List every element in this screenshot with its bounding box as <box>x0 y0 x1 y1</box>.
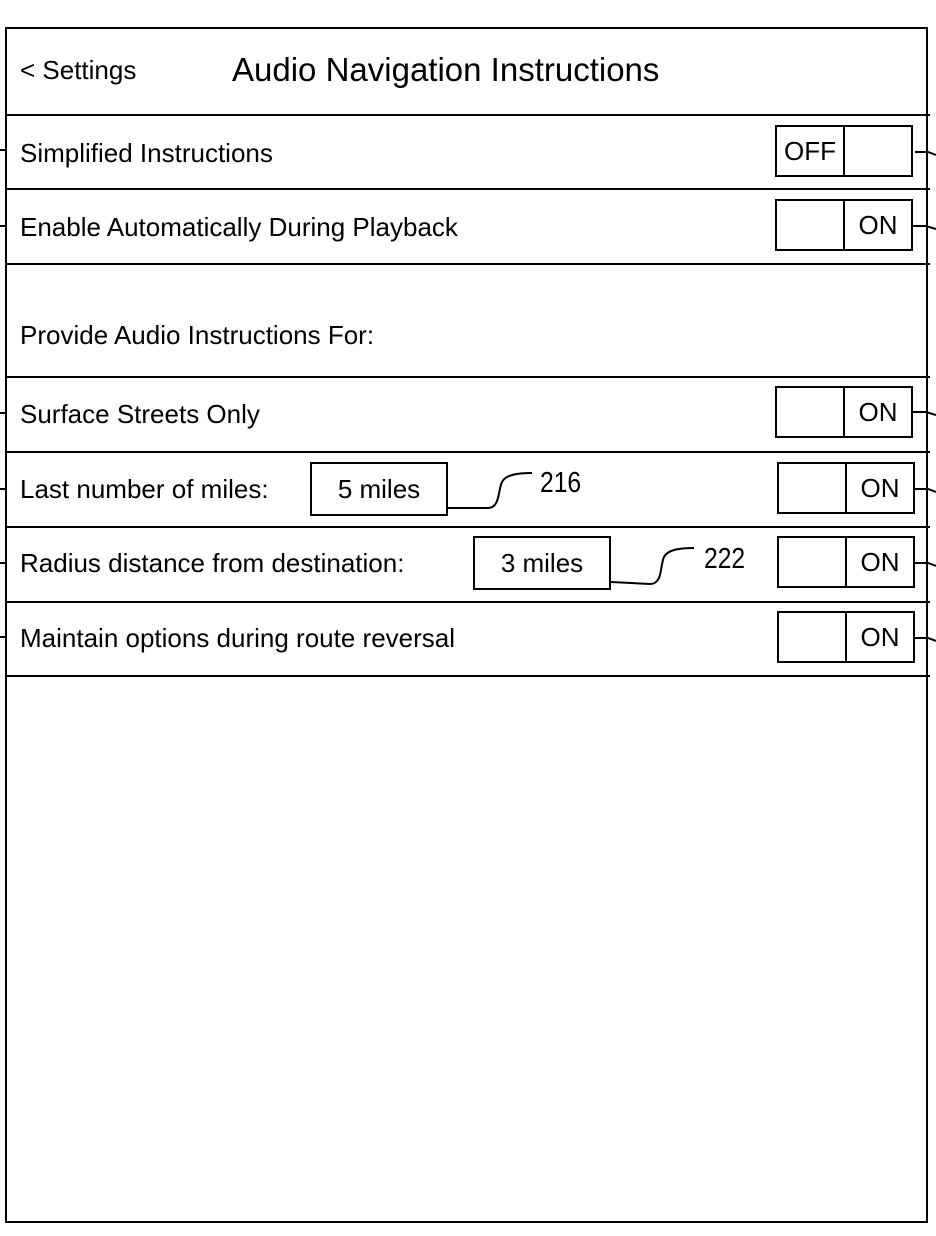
simplified-instructions-toggle[interactable] <box>775 125 913 177</box>
row-divider <box>5 263 930 265</box>
radius-distance-toggle[interactable] <box>777 536 915 588</box>
row-divider <box>5 114 930 116</box>
toggle-state-text: OFF <box>784 135 836 166</box>
row-divider <box>5 451 930 453</box>
reference-numeral-222: 222 <box>704 543 746 575</box>
page-title: Audio Navigation Instructions <box>232 51 660 88</box>
toggle-knob <box>777 201 843 249</box>
toggle-knob <box>843 127 911 175</box>
toggle-knob <box>779 538 845 586</box>
row-divider <box>5 188 930 190</box>
toggle-state-text: ON <box>843 388 911 436</box>
toggle-state-text: ON <box>843 201 911 249</box>
back-to-settings-link[interactable]: < Settings <box>20 55 137 85</box>
toggle-knob <box>777 388 843 436</box>
row-divider <box>5 376 930 378</box>
toggle-knob <box>779 464 845 512</box>
surface-streets-toggle[interactable] <box>775 386 913 438</box>
toggle-state-text: ON <box>845 613 913 661</box>
toggle-state-text: ON <box>845 538 913 586</box>
section-heading: Provide Audio Instructions For: <box>20 320 375 350</box>
maintain-options-toggle[interactable] <box>777 611 915 663</box>
reference-numeral-216: 216 <box>540 467 582 499</box>
last-miles-toggle[interactable] <box>777 462 915 514</box>
row-divider <box>5 526 930 528</box>
surface-streets-label: Surface Streets Only <box>20 399 260 429</box>
enable-automatically-label: Enable Automatically During Playback <box>20 212 458 242</box>
enable-automatically-toggle[interactable] <box>775 199 913 251</box>
last-miles-input[interactable]: 5 miles <box>310 462 448 516</box>
maintain-options-label: Maintain options during route reversal <box>20 623 456 653</box>
simplified-instructions-label: Simplified Instructions <box>20 138 273 168</box>
row-divider <box>5 601 930 603</box>
toggle-state-text: ON <box>845 464 913 512</box>
radius-distance-input[interactable]: 3 miles <box>473 536 611 590</box>
toggle-knob <box>779 613 845 661</box>
last-miles-label: Last number of miles: <box>20 474 269 504</box>
row-divider <box>5 675 930 677</box>
radius-distance-label: Radius distance from destination: <box>20 548 405 578</box>
